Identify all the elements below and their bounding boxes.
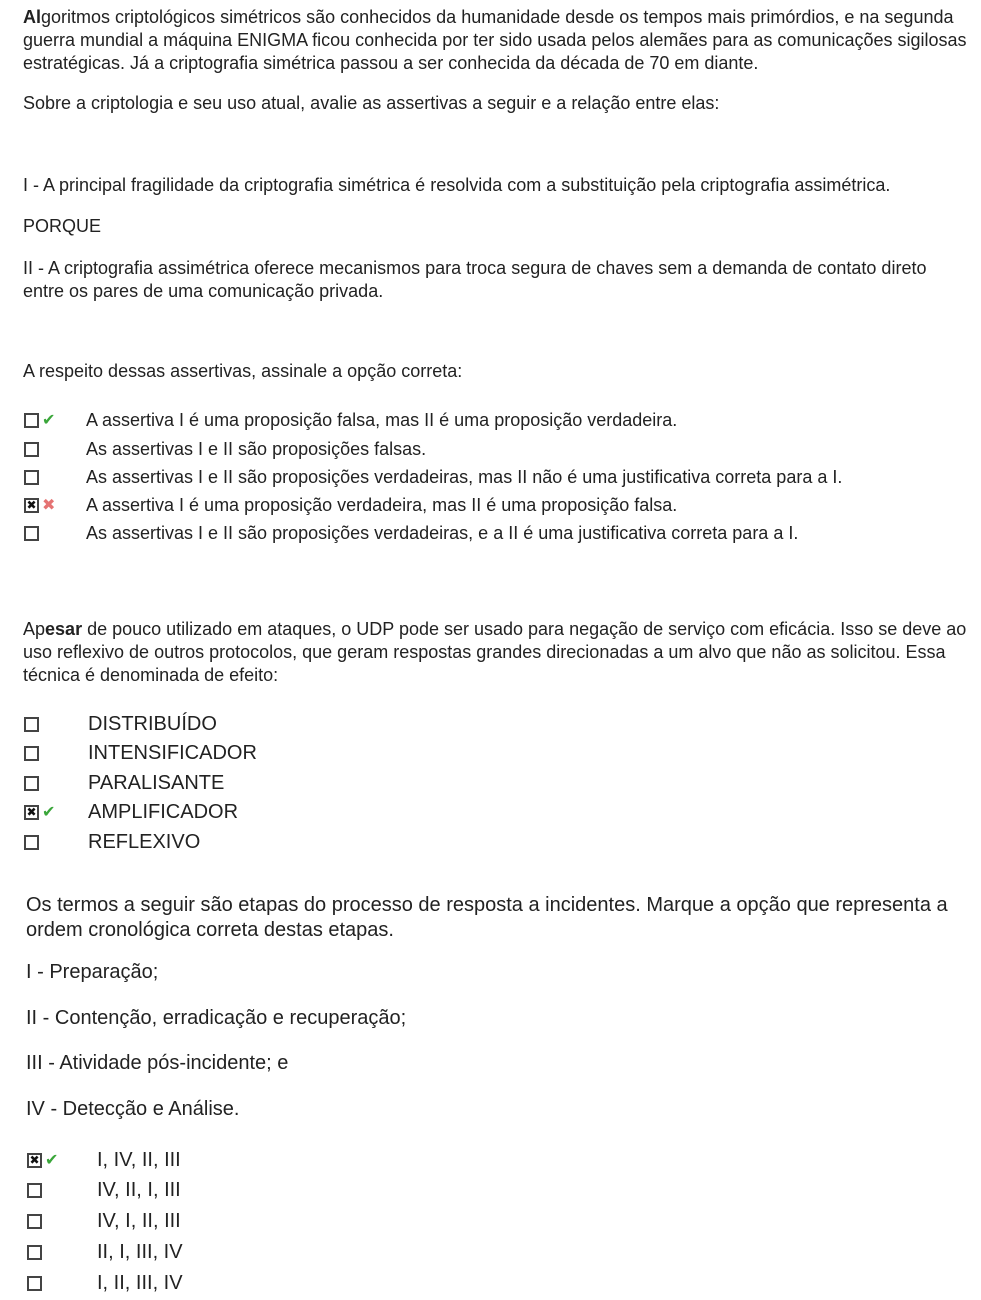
option-label: REFLEXIVO <box>88 830 201 853</box>
q3-option-3[interactable] <box>27 1209 181 1233</box>
checkbox[interactable] <box>27 1245 42 1260</box>
option-label: DISTRIBUÍDO <box>88 712 217 735</box>
option-label: IV, I, II, III <box>97 1209 181 1232</box>
q1-option-2[interactable] <box>24 437 427 461</box>
q2-option-3[interactable] <box>24 771 225 795</box>
q3-item-2: II - Contenção, erradicação e recuperação; <box>26 1007 407 1029</box>
option-label: As assertivas I e II são proposições verdadeiras, e a II é uma justificativa correta para a I. <box>86 522 799 543</box>
checkbox[interactable] <box>24 470 39 485</box>
q3-intro: Os termos a seguir são etapas do processo de resposta a incidentes. Marque a opção que representa a ordem cronológica correta destas etapas. <box>26 894 948 941</box>
q3-option-2[interactable] <box>27 1178 181 1202</box>
q3-option-4[interactable] <box>27 1240 183 1264</box>
q2-option-5[interactable] <box>24 830 201 854</box>
wrong-icon: ✖ <box>42 495 56 514</box>
q1-question: A respeito dessas assertivas, assinale a opção correta: <box>23 361 463 381</box>
checkbox-checked[interactable]: ✖ <box>24 498 39 513</box>
option-label: INTENSIFICADOR <box>88 741 257 764</box>
option-label: I, II, III, IV <box>97 1271 183 1294</box>
check-icon: ✔ <box>42 802 56 821</box>
option-label: IV, II, I, III <box>97 1178 181 1201</box>
checkbox[interactable] <box>27 1214 42 1229</box>
option-label: I, IV, II, III <box>97 1148 181 1171</box>
q2-option-2[interactable] <box>24 741 257 765</box>
option-label: PARALISANTE <box>88 771 225 794</box>
q1-assertion-2: II - A criptografia assimétrica oferece mecanismos para troca segura de chaves sem a demanda de contato direto entre os pares de uma comunicação privada. <box>23 258 927 301</box>
q1-intro-bold: Al <box>23 7 41 27</box>
q2-option-4[interactable] <box>24 800 239 824</box>
q3-item-4: IV - Detecção e Análise. <box>26 1098 240 1120</box>
q3-item-3: III - Atividade pós-incidente; e <box>26 1052 289 1074</box>
q2-intro: Apesar de pouco utilizado em ataques, o UDP pode ser usado para negação de serviço com eficácia. Isso se deve ao uso reflexivo de outros protocolos, que geram respostas grandes direcionadas a um alvo que não as solicitou. Essa técnica é denominada de efeito: <box>23 619 967 685</box>
q1-assertion-1: I - A principal fragilidade da criptografia simétrica é resolvida com a substituição pela criptografia assimétrica. <box>23 175 891 195</box>
checkbox[interactable] <box>27 1183 42 1198</box>
checkbox[interactable] <box>24 526 39 541</box>
q2-intro-bold: esar <box>45 619 83 639</box>
option-label: II, I, III, IV <box>97 1240 183 1263</box>
option-label: A assertiva I é uma proposição verdadeira, mas II é uma proposição falsa. <box>86 494 678 515</box>
q1-intro: Algoritmos criptológicos simétricos são conhecidos da humanidade desde os tempos mais primórdios, e na segunda guerra mundial a máquina ENIGMA ficou conhecida por ter sido usada pelos alemães para as comunicações sigilosas estratégicas. Já a criptografia simétrica passou a ser conhecida da década de 70 em diante. <box>23 7 967 73</box>
check-icon: ✔ <box>45 1150 59 1169</box>
checkbox[interactable] <box>24 746 39 761</box>
checkbox[interactable] <box>24 442 39 457</box>
checkbox[interactable] <box>24 413 39 428</box>
q1-option-5[interactable] <box>24 521 799 545</box>
checkbox[interactable] <box>24 776 39 791</box>
checkbox[interactable] <box>27 1276 42 1291</box>
checkbox[interactable] <box>24 717 39 732</box>
q2-option-1[interactable] <box>24 712 217 736</box>
q3-item-1: I - Preparação; <box>26 961 159 983</box>
q1-prompt: Sobre a criptologia e seu uso atual, avalie as assertivas a seguir e a relação entre elas: <box>23 93 720 113</box>
option-label: A assertiva I é uma proposição falsa, mas II é uma proposição verdadeira. <box>86 409 678 430</box>
q1-connector: PORQUE <box>23 216 102 236</box>
q1-option-1[interactable] <box>24 408 678 432</box>
checkbox-checked[interactable]: ✖ <box>24 805 39 820</box>
q3-option-1[interactable] <box>27 1148 181 1172</box>
q1-option-3[interactable] <box>24 465 843 489</box>
option-label: As assertivas I e II são proposições falsas. <box>86 438 427 459</box>
option-label: As assertivas I e II são proposições verdadeiras, mas II não é uma justificativa correta para a I. <box>86 466 843 487</box>
check-icon: ✔ <box>42 410 56 429</box>
checkbox-checked[interactable]: ✖ <box>27 1153 42 1168</box>
checkbox[interactable] <box>24 835 39 850</box>
q3-option-5[interactable] <box>27 1271 183 1295</box>
q1-option-4[interactable] <box>24 493 678 517</box>
option-label: AMPLIFICADOR <box>88 800 239 823</box>
